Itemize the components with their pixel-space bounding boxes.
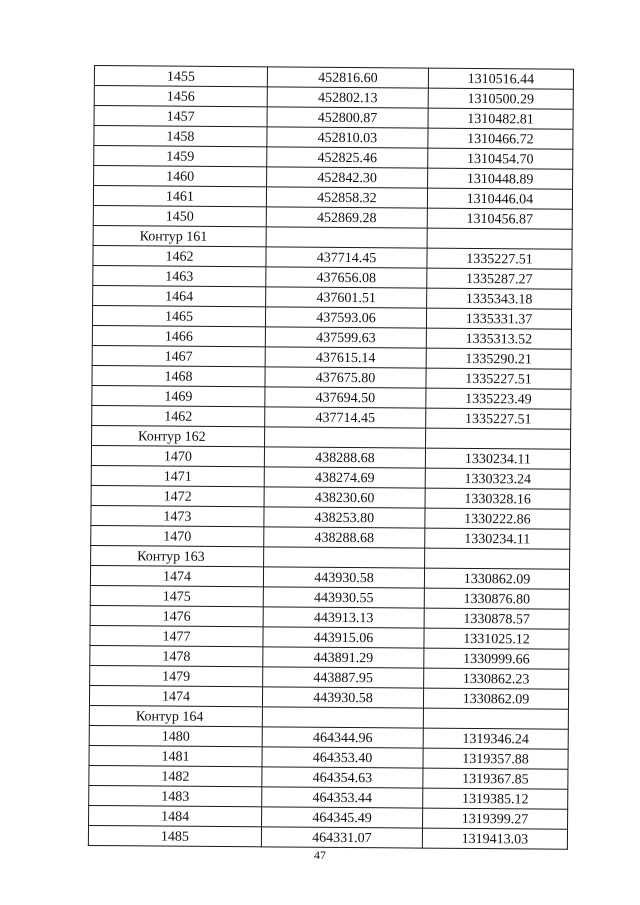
empty-cell [423, 708, 568, 729]
x-coordinate-cell: 443930.58 [262, 687, 423, 708]
y-coordinate-cell: 1335290.21 [426, 348, 571, 369]
point-number-cell: 1482 [89, 765, 262, 786]
y-coordinate-cell: 1335227.51 [426, 368, 571, 389]
x-coordinate-cell: 437694.50 [265, 387, 426, 408]
y-coordinate-cell: 1330876.80 [424, 588, 569, 609]
y-coordinate-cell: 1335287.27 [427, 268, 572, 289]
point-number-cell: 1471 [91, 465, 264, 486]
point-number-cell: 1470 [91, 525, 264, 546]
point-number-cell: 1458 [94, 126, 267, 147]
x-coordinate-cell: 443915.06 [263, 627, 424, 648]
y-coordinate-cell: 1330328.16 [425, 488, 570, 509]
point-number-cell: 1483 [89, 785, 262, 806]
y-coordinate-cell: 1330234.11 [425, 528, 570, 549]
point-number-cell: 1470 [91, 445, 264, 466]
point-number-cell: 1463 [93, 265, 266, 286]
point-number-cell: 1485 [88, 825, 261, 846]
x-coordinate-cell: 452816.60 [267, 67, 428, 88]
x-coordinate-cell: 437615.14 [265, 347, 426, 368]
x-coordinate-cell: 443887.95 [263, 667, 424, 688]
x-coordinate-cell: 438288.68 [264, 447, 425, 468]
y-coordinate-cell: 1310448.89 [428, 168, 573, 189]
point-number-cell: 1473 [91, 505, 264, 526]
point-number-cell: 1464 [93, 285, 266, 306]
x-coordinate-cell: 443930.58 [263, 567, 424, 588]
point-number-cell: 1476 [90, 605, 263, 626]
point-number-cell: 1466 [92, 325, 265, 346]
y-coordinate-cell: 1310482.81 [428, 108, 573, 129]
y-coordinate-cell: 1319413.03 [422, 828, 567, 849]
x-coordinate-cell: 437593.06 [265, 307, 426, 328]
x-coordinate-cell: 464331.07 [261, 827, 422, 848]
x-coordinate-cell: 452800.87 [267, 107, 428, 128]
x-coordinate-cell: 437714.45 [265, 407, 426, 428]
x-coordinate-cell: 464353.44 [262, 787, 423, 808]
y-coordinate-cell: 1330323.24 [425, 468, 570, 489]
y-coordinate-cell: 1335223.49 [426, 388, 571, 409]
y-coordinate-cell: 1310466.72 [428, 128, 573, 149]
point-number-cell: 1480 [89, 725, 262, 746]
y-coordinate-cell: 1319357.88 [423, 748, 568, 769]
y-coordinate-cell: 1335227.51 [426, 408, 571, 429]
empty-cell [264, 547, 425, 568]
page-number: 47 [314, 848, 326, 862]
point-number-cell: 1450 [93, 205, 266, 226]
x-coordinate-cell: 438288.68 [264, 527, 425, 548]
x-coordinate-cell: 437599.63 [265, 327, 426, 348]
y-coordinate-cell: 1310456.87 [427, 208, 572, 229]
point-number-cell: 1460 [94, 166, 267, 187]
x-coordinate-cell: 464353.40 [262, 747, 423, 768]
point-number-cell: 1477 [90, 625, 263, 646]
y-coordinate-cell: 1330862.09 [423, 688, 568, 709]
point-number-cell: 1455 [94, 66, 267, 87]
x-coordinate-cell: 443930.55 [263, 587, 424, 608]
x-coordinate-cell: 443891.29 [263, 647, 424, 668]
y-coordinate-cell: 1310500.29 [428, 88, 573, 109]
x-coordinate-cell: 438230.60 [264, 487, 425, 508]
point-number-cell: 1462 [92, 405, 265, 426]
coordinates-table-body [88, 66, 573, 850]
y-coordinate-cell: 1319367.85 [423, 768, 568, 789]
point-number-cell: 1465 [92, 305, 265, 326]
y-coordinate-cell: 1310516.44 [428, 68, 573, 89]
contour-label: Контур 164 [89, 705, 262, 726]
empty-cell [262, 707, 423, 728]
y-coordinate-cell: 1319346.24 [423, 728, 568, 749]
empty-cell [425, 548, 570, 569]
point-number-cell: 1474 [90, 565, 263, 586]
x-coordinate-cell: 437656.08 [266, 267, 427, 288]
contour-label: Контур 161 [93, 225, 266, 246]
point-number-cell: 1459 [94, 146, 267, 167]
x-coordinate-cell: 452869.28 [266, 207, 427, 228]
point-number-cell: 1484 [89, 805, 262, 826]
y-coordinate-cell: 1319399.27 [423, 808, 568, 829]
y-coordinate-cell: 1330878.57 [424, 608, 569, 629]
coordinates-table [88, 65, 574, 850]
x-coordinate-cell: 438274.69 [264, 467, 425, 488]
empty-cell [426, 428, 571, 449]
y-coordinate-cell: 1335313.52 [426, 328, 571, 349]
point-number-cell: 1478 [90, 645, 263, 666]
x-coordinate-cell: 438253.80 [264, 507, 425, 528]
x-coordinate-cell: 452802.13 [267, 87, 428, 108]
empty-cell [266, 227, 427, 248]
contour-label: Контур 163 [91, 545, 264, 566]
x-coordinate-cell: 464345.49 [262, 807, 423, 828]
table-row [88, 825, 567, 849]
x-coordinate-cell: 452842.30 [267, 167, 428, 188]
contour-label: Контур 162 [92, 425, 265, 446]
x-coordinate-cell: 464354.63 [262, 767, 423, 788]
point-number-cell: 1472 [91, 485, 264, 506]
x-coordinate-cell: 437601.51 [266, 287, 427, 308]
point-number-cell: 1474 [89, 685, 262, 706]
y-coordinate-cell: 1330862.09 [424, 568, 569, 589]
y-coordinate-cell: 1335227.51 [427, 248, 572, 269]
point-number-cell: 1461 [93, 186, 266, 207]
x-coordinate-cell: 452810.03 [267, 127, 428, 148]
x-coordinate-cell: 464344.96 [262, 727, 423, 748]
y-coordinate-cell: 1310446.04 [427, 188, 572, 209]
x-coordinate-cell: 443913.13 [263, 607, 424, 628]
x-coordinate-cell: 437675.80 [265, 367, 426, 388]
point-number-cell: 1462 [93, 245, 266, 266]
y-coordinate-cell: 1330222.86 [425, 508, 570, 529]
y-coordinate-cell: 1330999.66 [424, 648, 569, 669]
y-coordinate-cell: 1330234.11 [425, 448, 570, 469]
y-coordinate-cell: 1331025.12 [424, 628, 569, 649]
point-number-cell: 1456 [94, 86, 267, 107]
empty-cell [427, 228, 572, 249]
x-coordinate-cell: 452825.46 [267, 147, 428, 168]
y-coordinate-cell: 1319385.12 [423, 788, 568, 809]
point-number-cell: 1475 [90, 585, 263, 606]
point-number-cell: 1467 [92, 345, 265, 366]
y-coordinate-cell: 1335331.37 [426, 308, 571, 329]
y-coordinate-cell: 1335343.18 [427, 288, 572, 309]
x-coordinate-cell: 437714.45 [266, 247, 427, 268]
y-coordinate-cell: 1330862.23 [424, 668, 569, 689]
point-number-cell: 1469 [92, 385, 265, 406]
empty-cell [265, 427, 426, 448]
point-number-cell: 1457 [94, 106, 267, 127]
point-number-cell: 1481 [89, 745, 262, 766]
point-number-cell: 1479 [90, 665, 263, 686]
x-coordinate-cell: 452858.32 [266, 187, 427, 208]
point-number-cell: 1468 [92, 365, 265, 386]
y-coordinate-cell: 1310454.70 [428, 148, 573, 169]
